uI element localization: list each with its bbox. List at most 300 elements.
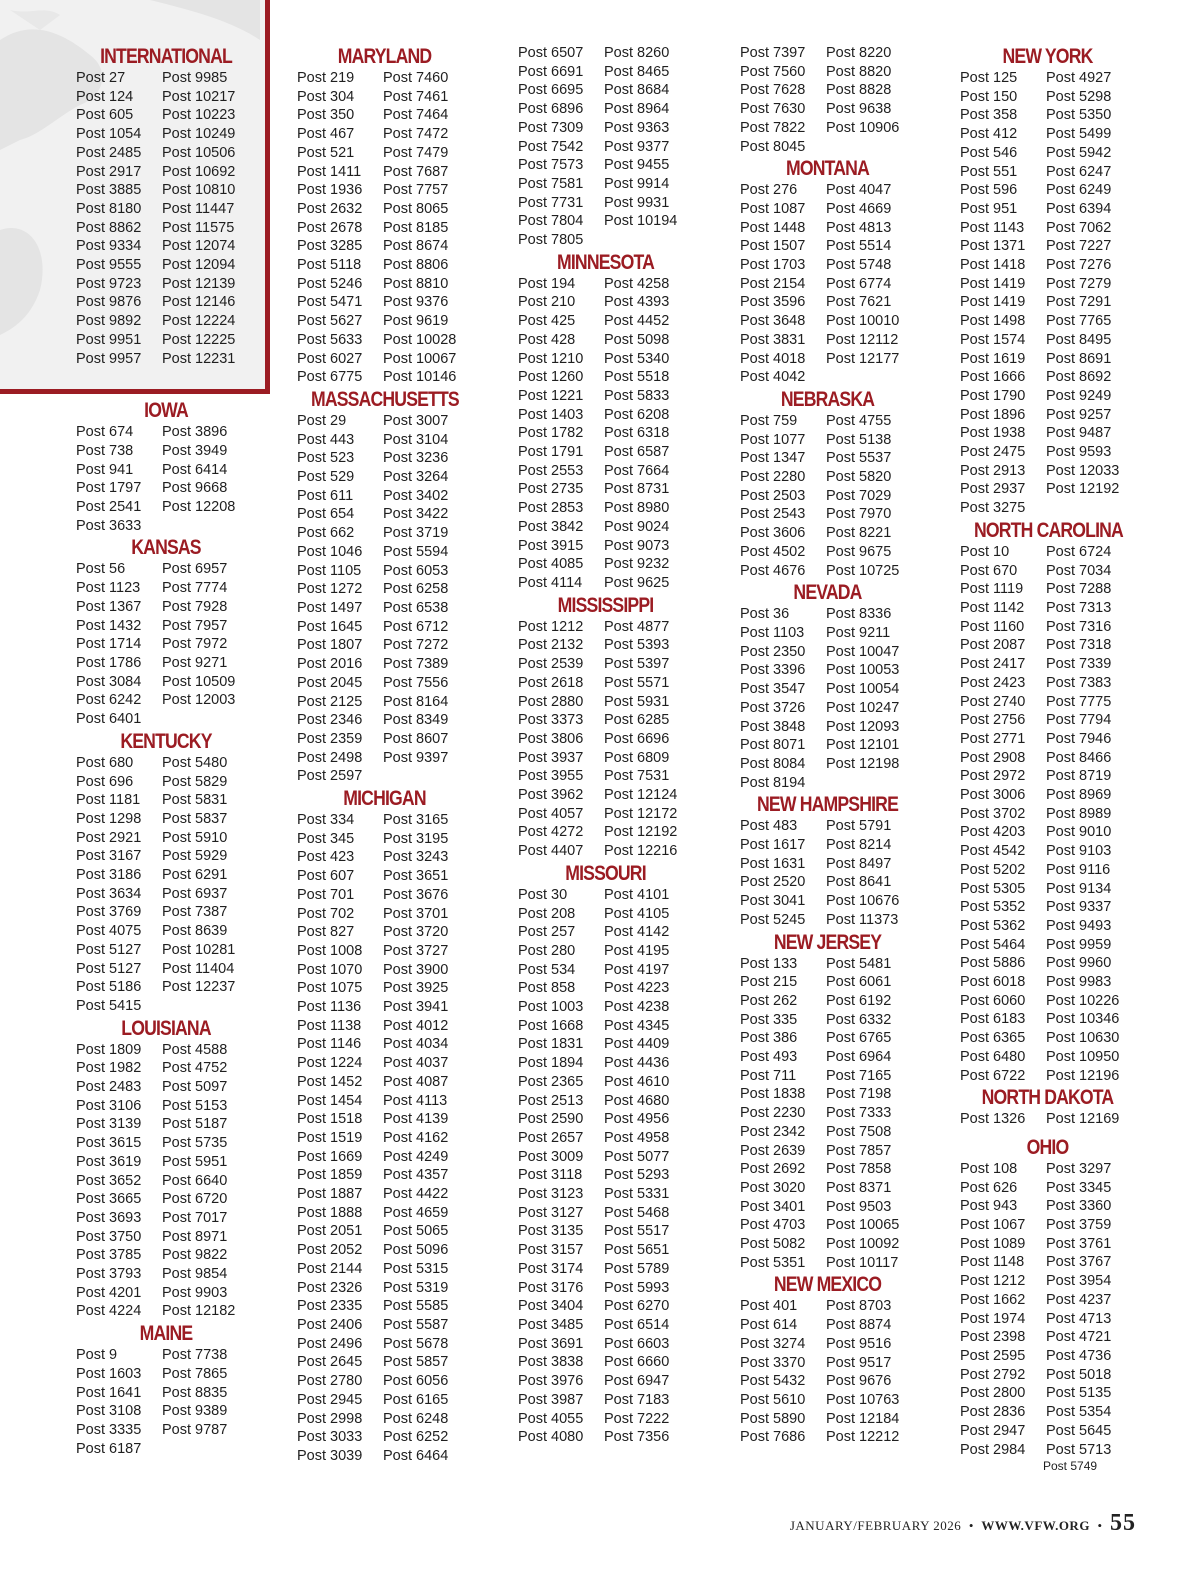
- post-entry: Post 7687: [383, 163, 449, 180]
- post-entry: Post 4272: [518, 824, 584, 841]
- post-entry: Post 6332: [826, 1011, 892, 1028]
- post-entry: Post 1938: [960, 425, 1026, 442]
- post-entry: Post 5305: [960, 880, 1026, 897]
- post-entry: Post 7970: [826, 506, 892, 523]
- post-entry: Post 5471: [297, 294, 363, 311]
- post-entry: Post 108: [960, 1160, 1018, 1177]
- post-entry: Post 12074: [162, 238, 236, 255]
- post-entry: Post 8260: [604, 45, 670, 61]
- post-entry: Post 6514: [604, 1317, 670, 1333]
- post-entry: Post 262: [740, 992, 798, 1009]
- post-entry: Post 7339: [1046, 656, 1112, 673]
- post-entry: Post 2052: [297, 1242, 363, 1259]
- post-entry: Post 7356: [604, 1429, 670, 1446]
- post-entry: Post 6724: [1046, 543, 1112, 560]
- post-entry: Post 3157: [518, 1242, 584, 1259]
- post-entry: Post 9854: [162, 1266, 228, 1283]
- post-entry: Post 5931: [604, 693, 670, 710]
- post-entry: Post 4436: [604, 1055, 670, 1072]
- post-entry: Post 208: [518, 905, 576, 922]
- post-entry: Post 9211: [826, 624, 891, 641]
- post-entry: Post 5118: [297, 257, 362, 274]
- state-section: [740, 156, 915, 387]
- state-heading: NEW YORK: [1002, 45, 1093, 68]
- post-entry: Post 4203: [960, 824, 1026, 841]
- post-entry: Post 3127: [518, 1204, 584, 1221]
- post-entry: Post 7034: [1046, 562, 1112, 579]
- post-entry: Post 12216: [604, 843, 678, 860]
- post-entry: Post 4042: [740, 369, 806, 386]
- post-entry: Post 7774: [162, 580, 228, 597]
- post-entry: Post 1136: [297, 999, 362, 1016]
- post-entry: Post 5713: [1046, 1441, 1112, 1458]
- post-entry: Post 1574: [960, 331, 1026, 348]
- post-entry: Post 1519: [297, 1129, 363, 1146]
- post-entry: Post 4037: [383, 1055, 449, 1072]
- post-entry: Post 7198: [826, 1086, 892, 1103]
- post-entry: Post 9377: [604, 138, 670, 155]
- post-entry: Post 3108: [76, 1403, 142, 1420]
- post-entry: Post 7460: [383, 70, 449, 86]
- post-entry: Post 6775: [297, 369, 363, 386]
- post-entry: Post 7387: [162, 904, 228, 921]
- post-entry: Post 4018: [740, 350, 806, 367]
- state-heading: MASSACHUSETTS: [311, 387, 459, 411]
- page-number: 55: [1110, 1510, 1136, 1536]
- post-entry: Post 8071: [740, 737, 806, 754]
- post-entry: Post 10092: [826, 1236, 900, 1253]
- post-entry: Post 8465: [604, 63, 670, 80]
- post-entry: Post 8806: [383, 257, 449, 274]
- post-entry: Post 10117: [826, 1254, 899, 1271]
- post-entry: Post 5354: [1046, 1404, 1112, 1421]
- post-entry: Post 3915: [518, 537, 584, 554]
- post-entry: Post 7957: [162, 617, 228, 634]
- post-entry: Post 11447: [162, 200, 235, 217]
- post-entry: Post 12101: [826, 737, 900, 754]
- post-entry: Post 6242: [76, 692, 142, 709]
- post-entry: Post 2398: [960, 1329, 1026, 1346]
- post-entry: Post 7731: [518, 194, 584, 211]
- post-entry: Post 12184: [826, 1410, 900, 1427]
- post-entry: Post 5748: [826, 257, 892, 274]
- post-entry: Post 6947: [604, 1373, 670, 1390]
- website-url: WWW.VFW.ORG: [981, 1518, 1090, 1533]
- post-entry: Post 5645: [1046, 1422, 1112, 1439]
- post-entry: Post 4223: [604, 980, 670, 997]
- post-entry: Post 4927: [1046, 70, 1112, 86]
- post-entry: Post 4752: [162, 1060, 228, 1077]
- state-section: [740, 44, 915, 156]
- post-entry: Post 8349: [383, 712, 449, 729]
- post-entry: Post 605: [76, 107, 134, 124]
- post-entry: Post 1797: [76, 480, 142, 497]
- post-entry: Post 3976: [518, 1373, 584, 1390]
- post-entry: Post 4139: [383, 1111, 449, 1128]
- state-heading: IOWA: [144, 399, 188, 423]
- post-entry: Post 2359: [297, 730, 363, 747]
- post-entry: Post 3987: [518, 1391, 584, 1408]
- post-entry: Post 1617: [740, 837, 806, 854]
- post-entry: Post 1046: [297, 543, 363, 560]
- post-entry: Post 1859: [297, 1167, 363, 1184]
- post-entry: Post 27: [76, 70, 126, 86]
- post-entry: Post 6660: [604, 1354, 670, 1371]
- post-entry: Post 9723: [76, 275, 142, 292]
- post-entry: Post 6538: [383, 599, 449, 616]
- post-entry: Post 5315: [383, 1260, 449, 1277]
- post-entry: Post 3937: [518, 749, 584, 766]
- post-entry: Post 2280: [740, 469, 806, 486]
- post-entry: Post 3726: [740, 699, 806, 716]
- post-entry: Post 219: [297, 70, 355, 86]
- post-entry: Post 5514: [826, 238, 892, 255]
- post-entry: Post 6208: [604, 406, 670, 423]
- post-entry: Post 7775: [1046, 693, 1112, 710]
- post-entry: Post 4080: [518, 1429, 584, 1446]
- post-entry: Post 2917: [76, 163, 142, 180]
- post-entry: Post 11404: [162, 960, 235, 977]
- post-entry: Post 7472: [383, 126, 449, 143]
- post-entry: Post 3006: [960, 787, 1026, 804]
- post-entry: Post 5468: [604, 1204, 670, 1221]
- post-entry: Post 1105: [297, 562, 362, 579]
- post-entry: Post 6720: [162, 1191, 228, 1208]
- post-entry: Post 3135: [518, 1223, 584, 1240]
- post-entry: Post 2125: [297, 693, 363, 710]
- post-entry: Post 9134: [1046, 880, 1112, 897]
- post-entry: Post 12225: [162, 331, 236, 348]
- post-entry: Post 2539: [518, 656, 584, 673]
- post-entry: Post 3275: [960, 500, 1026, 517]
- state-section: [518, 593, 693, 861]
- post-entry: Post 9951: [76, 331, 142, 348]
- post-entry: Post 6249: [1046, 182, 1112, 199]
- post-entry: Post 9232: [604, 556, 670, 573]
- post-entry: Post 1146: [297, 1036, 362, 1053]
- post-entry: Post 5187: [162, 1116, 228, 1133]
- post-entry: Post 3285: [297, 238, 363, 255]
- post-entry: Post 9517: [826, 1354, 892, 1371]
- post-entry: Post 1419: [960, 275, 1026, 292]
- post-entry: Post 9116: [1046, 861, 1111, 878]
- post-entry: Post 7630: [740, 101, 806, 118]
- post-entry: Post 5351: [740, 1254, 806, 1271]
- post-entry: Post 5319: [383, 1279, 449, 1296]
- post-entry: Post 1982: [76, 1060, 142, 1077]
- post-entry: Post 3954: [1046, 1273, 1112, 1290]
- post-entry: Post 7686: [740, 1429, 806, 1446]
- post-entry: Post 6587: [604, 444, 670, 461]
- post-entry: Post 3123: [518, 1186, 584, 1203]
- state-heading: KENTUCKY: [120, 729, 212, 753]
- post-entry: Post 2595: [960, 1348, 1026, 1364]
- post-entry: Post 1838: [740, 1086, 806, 1103]
- post-entry: Post 10281: [162, 941, 236, 958]
- post-entry: Post 7628: [740, 82, 806, 99]
- post-entry: Post 7062: [1046, 219, 1112, 236]
- post-entry: Post 3165: [383, 812, 449, 829]
- post-entry: Post 1221: [518, 387, 584, 404]
- post-entry: Post 702: [297, 905, 355, 922]
- post-entry: Post 10067: [383, 350, 457, 367]
- post-entry: Post 546: [960, 144, 1018, 161]
- post-entry: Post 5077: [604, 1148, 670, 1165]
- post-entry: Post 12177: [826, 350, 900, 367]
- post-entry: Post 6061: [826, 974, 892, 991]
- post-entry: Post 1260: [518, 369, 584, 386]
- post-entry: Post 1782: [518, 425, 584, 442]
- post-entry: Post 8065: [383, 200, 449, 217]
- state-section: [960, 518, 1135, 1085]
- post-entry: Post 7279: [1046, 275, 1112, 292]
- post-entry: Post 9555: [76, 257, 142, 274]
- post-entry: Post 8731: [604, 481, 670, 498]
- post-entry: Post 3941: [383, 999, 449, 1016]
- post-entry: Post 4238: [604, 999, 670, 1016]
- post-entry: Post 2771: [960, 730, 1026, 747]
- state-section: [518, 44, 693, 250]
- post-entry: Post 6285: [604, 712, 670, 729]
- post-entry: Post 4958: [604, 1129, 670, 1146]
- state-section: [76, 44, 256, 368]
- post-entry: Post 5127: [76, 941, 142, 958]
- post-entry: Post 9959: [1046, 936, 1112, 953]
- post-entry: Post 2998: [297, 1410, 363, 1427]
- post-entry: Post 7573: [518, 157, 584, 174]
- post-entry: Post 2498: [297, 749, 363, 766]
- post-entry: Post 8221: [826, 525, 892, 542]
- post-entry: Post 654: [297, 506, 355, 523]
- post-entry: Post 12198: [826, 755, 900, 772]
- post-entry: Post 1714: [76, 636, 142, 653]
- post-entry: Post 9257: [1046, 406, 1112, 423]
- post-entry: Post 3236: [383, 450, 449, 467]
- post-entry: Post 5857: [383, 1354, 449, 1371]
- post-entry: Post 6464: [383, 1447, 449, 1464]
- post-entry: Post 1619: [960, 350, 1026, 367]
- issue-date: JANUARY/FEBRUARY 2026: [789, 1518, 962, 1533]
- post-entry: Post 943: [960, 1198, 1018, 1215]
- post-entry: Post 412: [960, 126, 1018, 143]
- post-entry: Post 4610: [604, 1073, 670, 1090]
- post-entry: Post 443: [297, 431, 355, 448]
- post-entry: Post 8964: [604, 101, 670, 118]
- state-section: [740, 580, 915, 792]
- post-entry: Post 7333: [826, 1105, 892, 1122]
- post-entry: Post 3767: [1046, 1254, 1112, 1271]
- post-entry: Post 6414: [162, 461, 228, 478]
- post-entry: Post 596: [960, 182, 1018, 199]
- post-entry: Post 7017: [162, 1209, 228, 1226]
- post-entry: Post 9957: [76, 350, 142, 367]
- post-entry: Post 3422: [383, 506, 449, 523]
- post-entry: Post 5246: [297, 275, 363, 292]
- post-entry: Post 6056: [383, 1373, 449, 1390]
- post-entry: Post 4407: [518, 843, 584, 860]
- post-entry: Post 2590: [518, 1111, 584, 1128]
- post-entry: Post 1419: [960, 294, 1026, 311]
- post-entry: Post 6258: [383, 581, 449, 598]
- post-entry: Post 5096: [383, 1242, 449, 1259]
- post-entry: Post 5831: [162, 792, 228, 809]
- state-heading: NEW MEXICO: [773, 1273, 882, 1297]
- post-entry: Post 1347: [740, 450, 806, 467]
- post-entry: Post 5393: [604, 637, 670, 654]
- post-entry: Post 696: [76, 773, 134, 790]
- state-section: [76, 1016, 256, 1322]
- post-entry: Post 5480: [162, 754, 228, 771]
- post-entry: Post 1936: [297, 182, 363, 199]
- page-footer: [790, 1510, 1136, 1537]
- post-entry: Post 3955: [518, 768, 584, 785]
- post-entry: Post 2541: [76, 499, 142, 516]
- post-entry: Post 4813: [826, 219, 892, 236]
- post-entry: Post 6691: [518, 63, 584, 80]
- post-entry: Post 5594: [383, 543, 449, 560]
- post-entry: Post 5571: [604, 674, 670, 691]
- post-entry: Post 2639: [740, 1142, 806, 1159]
- post-entry: Post 3274: [740, 1335, 806, 1352]
- post-entry: Post 9876: [76, 294, 142, 311]
- post-entry: Post 5517: [604, 1223, 670, 1240]
- post-entry: Post 10676: [826, 893, 900, 910]
- post-entry: Post 2483: [76, 1079, 142, 1096]
- post-entry: Post 9516: [826, 1335, 892, 1352]
- post-entry: Post 6187: [76, 1440, 142, 1457]
- post-entry: Post 3039: [297, 1447, 363, 1464]
- post-entry: Post 4075: [76, 923, 142, 940]
- post-entry: Post 5537: [826, 450, 892, 467]
- post-entry: Post 7508: [826, 1123, 892, 1140]
- post-entry: Post 2496: [297, 1335, 363, 1352]
- post-entry: Post 3615: [76, 1135, 142, 1152]
- post-entry: Post 7757: [383, 182, 449, 199]
- post-entry: Post 9619: [383, 313, 449, 330]
- post-entry: Post 3806: [518, 730, 584, 747]
- post-entry: Post 7479: [383, 144, 449, 161]
- post-entry: Post 5890: [740, 1410, 806, 1427]
- post-entry: Post 12094: [162, 257, 236, 274]
- post-entry: Post 1518: [297, 1111, 363, 1128]
- post-entry: Post 6896: [518, 101, 584, 118]
- post-entry: Post 4012: [383, 1017, 449, 1034]
- post-entry: Post 4201: [76, 1284, 142, 1301]
- state-section: [740, 930, 915, 1273]
- post-entry: Post 1645: [297, 618, 363, 635]
- post-entry: Post 5910: [162, 829, 228, 846]
- post-entry: Post 5082: [740, 1236, 806, 1253]
- state-heading: MONTANA: [786, 157, 869, 181]
- post-entry: Post 7928: [162, 598, 228, 615]
- post-entry: Post 3962: [518, 787, 584, 804]
- post-entry: Post 2513: [518, 1092, 584, 1109]
- post-entry: Post 759: [740, 412, 798, 429]
- post-entry: Post 12112: [826, 331, 899, 348]
- post-entry: Post 1008: [297, 942, 363, 959]
- post-entry: Post 5993: [604, 1279, 670, 1296]
- post-entry: Post 7291: [1046, 294, 1112, 311]
- post-entry: Post 6252: [383, 1429, 449, 1446]
- post-entry: Post 6318: [604, 425, 670, 442]
- post-entry: Post 9455: [604, 157, 670, 174]
- post-entry: Post 1454: [297, 1092, 363, 1109]
- post-entry: Post 1143: [960, 219, 1025, 236]
- post-entry: Post 8497: [826, 855, 892, 872]
- post-entry: Post 2475: [960, 444, 1026, 461]
- post-entry: Post 9625: [604, 574, 670, 591]
- post-entry: Post 3633: [76, 517, 142, 534]
- post-entry: Post 6480: [960, 1048, 1026, 1065]
- post-entry: Post 9931: [604, 194, 670, 211]
- post-entry: Post 7664: [604, 462, 670, 479]
- post-entry: Post 8466: [1046, 749, 1112, 766]
- post-entry: Post 523: [297, 450, 355, 467]
- post-entry: Post 6507: [518, 45, 584, 61]
- post-entry: Post 8810: [383, 275, 449, 292]
- post-entry: Post 4237: [1046, 1291, 1112, 1308]
- post-entry: Post 2132: [518, 637, 584, 654]
- post-entry: Post 6964: [826, 1049, 892, 1066]
- post-entry: Post 3720: [383, 924, 449, 941]
- post-entry: Post 2735: [518, 481, 584, 498]
- post-entry: Post 8684: [604, 82, 670, 99]
- post-entry: Post 1326: [960, 1111, 1026, 1128]
- post-entry: Post 9249: [1046, 387, 1112, 404]
- post-entry: Post 8835: [162, 1384, 228, 1401]
- post-entry: Post 7313: [1046, 599, 1112, 616]
- post-entry: Post 7621: [826, 294, 892, 311]
- post-entry: Post 6937: [162, 885, 228, 902]
- post-entry: Post 1662: [960, 1291, 1026, 1308]
- post-entry: Post 1148: [960, 1254, 1025, 1271]
- post-entry: Post 3547: [740, 681, 806, 698]
- post-entry: Post 5018: [1046, 1366, 1112, 1383]
- post-entry: Post 3106: [76, 1097, 142, 1114]
- post-entry: Post 2937: [960, 481, 1026, 498]
- post-entry: Post 2780: [297, 1373, 363, 1390]
- post-entry: Post 10725: [826, 562, 900, 579]
- state-heading: LOUISIANA: [121, 1016, 211, 1040]
- post-entry: Post 4877: [604, 618, 670, 635]
- post-entry: Post 2326: [297, 1279, 363, 1296]
- state-heading: NEW HAMPSHIRE: [757, 793, 898, 817]
- post-entry: Post 7276: [1046, 257, 1112, 274]
- post-entry: Post 858: [518, 980, 576, 997]
- post-entry: Post 12139: [162, 275, 236, 292]
- post-entry: Post 280: [518, 942, 576, 959]
- post-entry: Post 701: [297, 886, 355, 903]
- state-section: [297, 387, 472, 786]
- post-entry: Post 3949: [162, 442, 228, 459]
- post-entry: Post 7461: [383, 88, 449, 105]
- post-entry: Post 5651: [604, 1242, 670, 1259]
- post-entry: Post 1498: [960, 313, 1026, 330]
- post-entry: Post 8691: [1046, 350, 1112, 367]
- post-entry: Post 9487: [1046, 425, 1112, 442]
- post-entry: Post 8862: [76, 219, 142, 236]
- post-entry: Post 1603: [76, 1365, 142, 1382]
- post-entry: Post 6270: [604, 1298, 670, 1315]
- post-entry: Post 4422: [383, 1186, 449, 1203]
- post-entry: Post 10047: [826, 643, 900, 660]
- post-entry: Post 4713: [1046, 1310, 1112, 1327]
- post-entry: Post 2342: [740, 1123, 806, 1140]
- post-entry: Post 6957: [162, 561, 228, 578]
- post-entry: Post 3634: [76, 885, 142, 902]
- post-entry: Post 4755: [826, 412, 892, 429]
- post-entry: Post 8084: [740, 755, 806, 772]
